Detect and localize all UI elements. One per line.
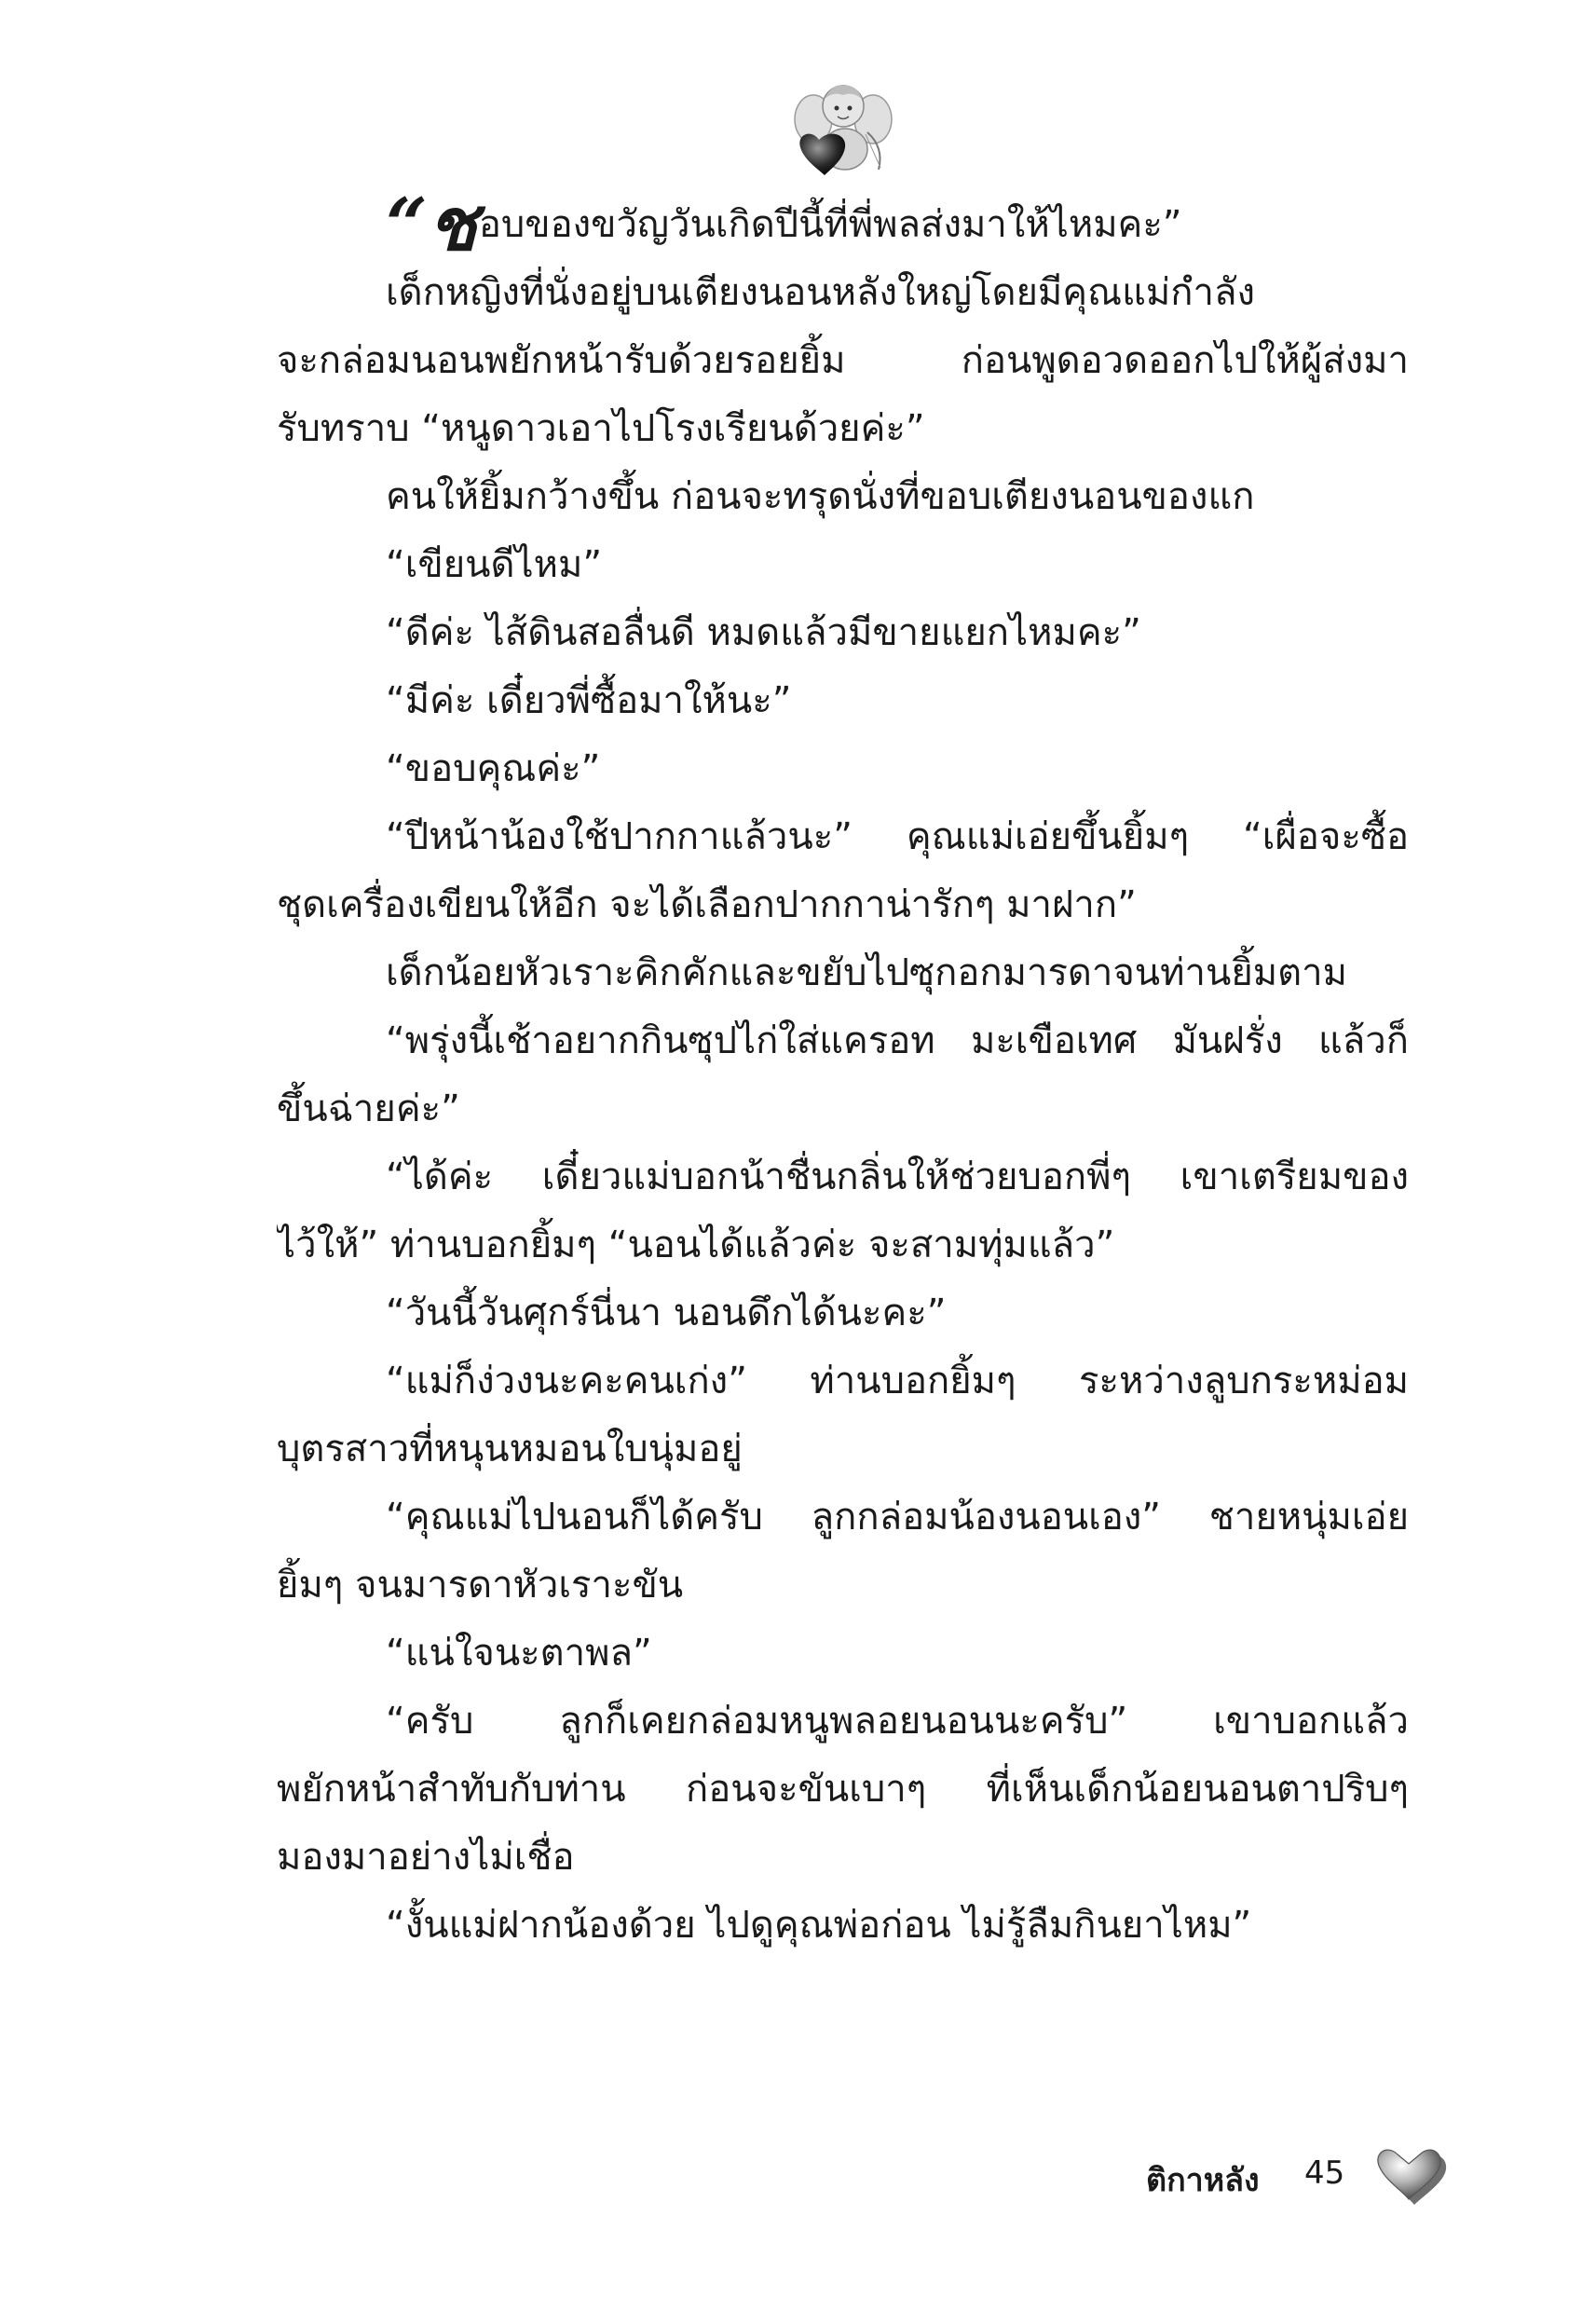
paragraph-line: “ปีหน้าน้องใช้ปากกาแล้วนะ” คุณแม่เอ่ยขึ้นยิ้มๆ “เผื่อจะซื้อ (386, 815, 1409, 858)
paragraph-line: “ครับ ลูกก็เคยกล่อมหนูพลอยนอนนะครับ” เขาบอกแล้ว (386, 1700, 1409, 1743)
paragraph-line: ไว้ให้” ท่านบอกยิ้มๆ “นอนได้แล้วค่ะ จะสามทุ่มแล้ว” (277, 1224, 1115, 1266)
paragraph-line: “เขียนดีไหม” (386, 543, 603, 586)
paragraph-line: “ดีค่ะ ไส้ดินสอลื่นดี หมดแล้วมีขายแยกไหมคะ” (386, 611, 1141, 654)
paragraph-line: “ขอบคุณค่ะ” (386, 747, 601, 790)
page-footer (1146, 2134, 1453, 2218)
paragraph-line: “ได้ค่ะ เดี๋ยวแม่บอกน้าชื่นกลิ่นให้ช่วยบอกพี่ๆ เขาเตรียมของ (386, 1156, 1409, 1198)
paragraph-line: จะกล่อมนอนพยักหน้ารับด้วยรอยยิ้ม ก่อนพูดอวดออกไปให้ผู้ส่งมา (277, 339, 1409, 382)
paragraph-line: รับทราบ “หนูดาวเอาไปโรงเรียนด้วยค่ะ” (277, 407, 925, 450)
paragraph-line: “พรุ่งนี้เช้าอยากกินซุปไก่ใส่แครอท มะเขือเทศ มันฝรั่ง แล้วก็ (386, 1019, 1409, 1062)
paragraph-line: เด็กน้อยหัวเราะคิกคักและขยับไปซุกอกมารดาจนท่านยิ้มตาม (386, 951, 1347, 994)
story-text (277, 191, 1409, 1960)
paragraph-line: “วันนี้วันศุกร์นี่นา นอนดึกได้นะคะ” (386, 1292, 947, 1334)
paragraph-line: คนให้ยิ้มกว้างขึ้น ก่อนจะทรุดนั่งที่ขอบเตียงนอนของแก (386, 475, 1255, 518)
paragraph-line: “แน่ใจนะตาพล” (386, 1632, 652, 1675)
paragraph-line: ยิ้มๆ จนมารดาหัวเราะขัน (277, 1564, 684, 1607)
paragraph-line: “งั้นแม่ฝากน้องด้วย ไปดูคุณพ่อก่อน ไม่รู้ลืมกินยาไหม” (386, 1904, 1252, 1947)
page-number: 45 (1304, 2154, 1345, 2192)
paragraph-line: “คุณแม่ไปนอนก็ได้ครับ ลูกกล่อมน้องนอนเอง” ชายหนุ่มเอ่ย (386, 1496, 1409, 1538)
paragraph-line: “แม่ก็ง่วงนะคะคนเก่ง” ท่านบอกยิ้มๆ ระหว่างลูบกระหม่อม (386, 1360, 1409, 1402)
paragraph-line (277, 191, 1409, 259)
paragraph-line: ขึ้นฉ่ายค่ะ” (277, 1087, 460, 1130)
paragraph-line: มองมาอย่างไม่เชื่อ (277, 1836, 575, 1879)
heart-icon (1377, 2138, 1448, 2208)
paragraph-line: บุตรสาวที่หนุนหมอนใบนุ่มอยู่ (277, 1428, 743, 1470)
drop-cap: “ช (386, 191, 477, 259)
cupid-with-heart-icon (787, 73, 899, 185)
paragraph-line: พยักหน้าสำทับกับท่าน ก่อนจะขันเบาๆ ที่เห็นเด็กน้อยนอนตาปริบๆ (277, 1768, 1409, 1811)
paragraph-line: ชุดเครื่องเขียนให้อีก จะได้เลือกปากกาน่ารักๆ มาฝาก” (277, 883, 1137, 926)
book-title: ติกาหลัง (1146, 2162, 1260, 2199)
paragraph-text: อบของขวัญวันเกิดปีนี้ที่พี่พลส่งมาให้ไหมคะ” (478, 203, 1182, 246)
paragraph-line: เด็กหญิงที่นั่งอยู่บนเตียงนอนหลังใหญ่โดยมีคุณแม่กำลัง (386, 271, 1256, 314)
paragraph-line: “มีค่ะ เดี๋ยวพี่ซื้อมาให้นะ” (386, 679, 792, 722)
